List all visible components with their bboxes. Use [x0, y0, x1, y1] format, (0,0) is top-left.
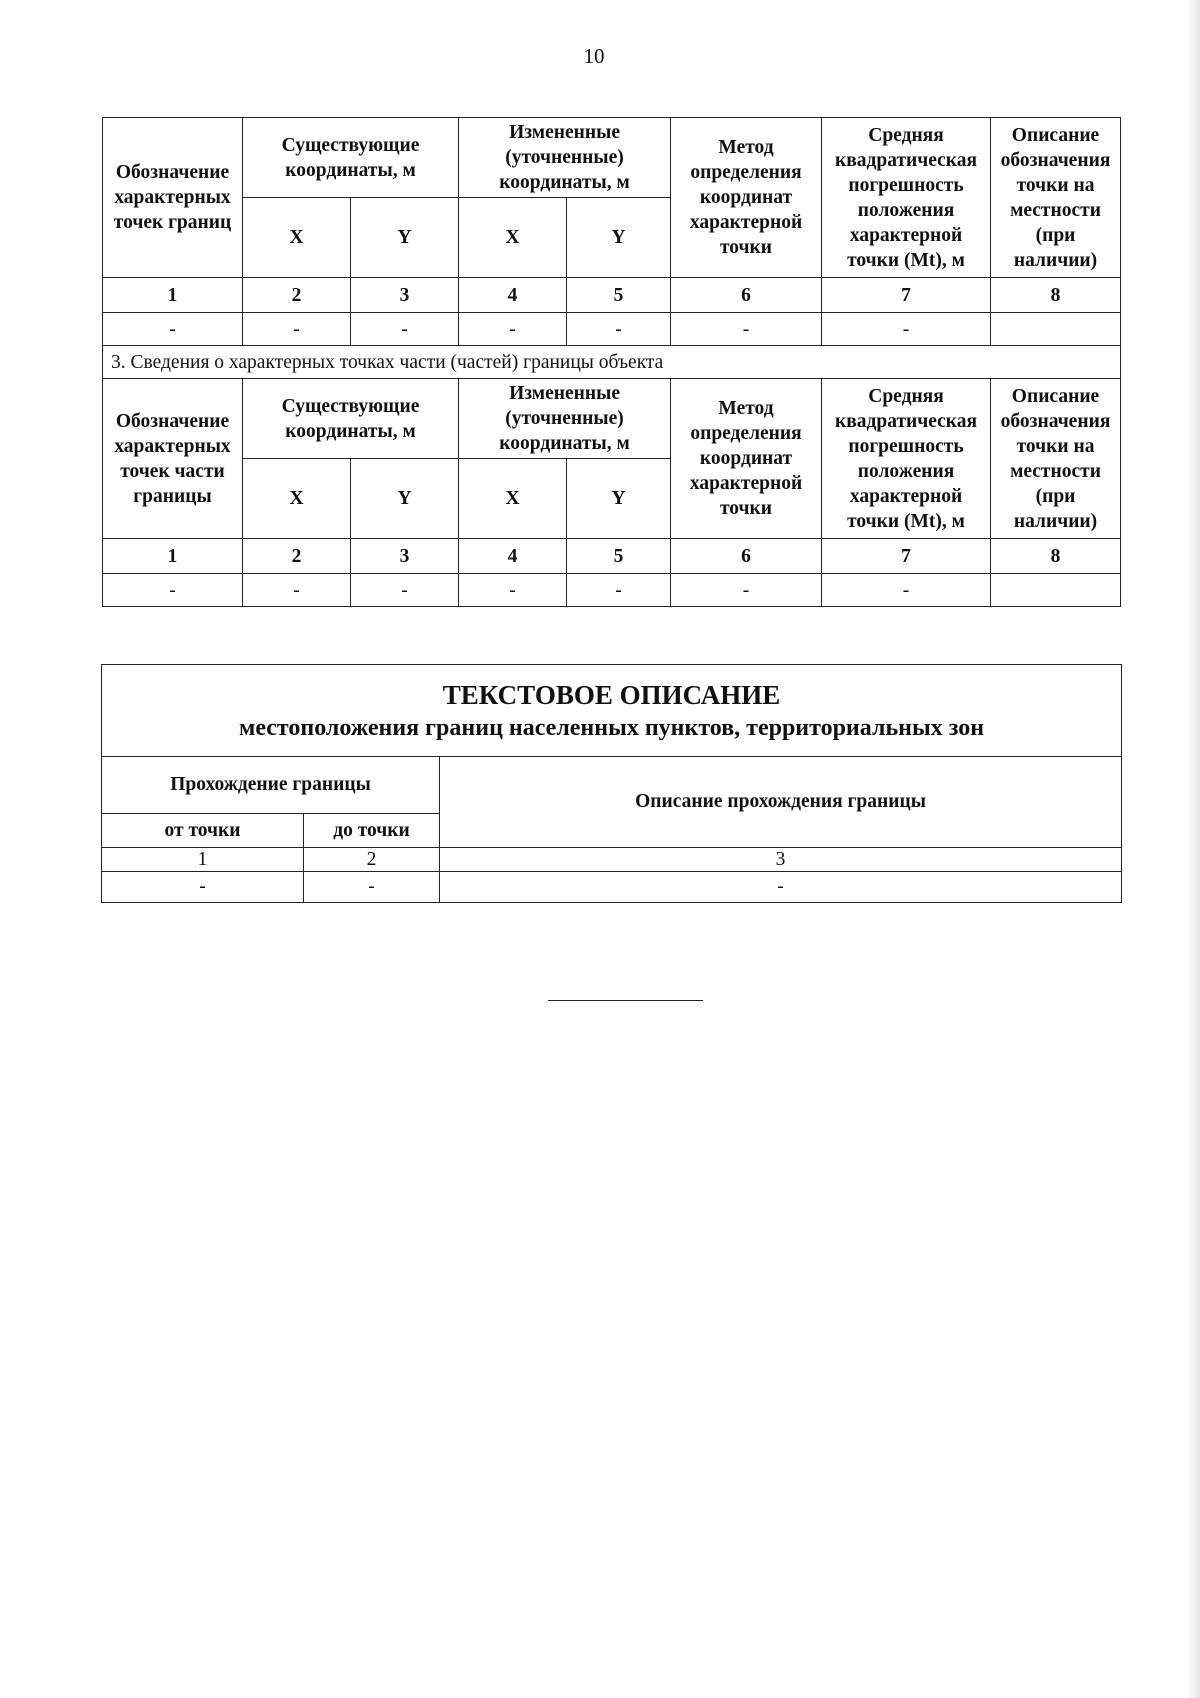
- column-numbers-row: [103, 278, 1121, 313]
- section-title: 3. Сведения о характерных точках части (частей) границы объекта: [103, 346, 1121, 379]
- table-cell: -: [822, 574, 991, 607]
- table-title: [102, 665, 1122, 757]
- header-x: X: [459, 198, 567, 278]
- column-number: 7: [822, 539, 991, 574]
- header-y: Y: [567, 459, 671, 539]
- header-y: Y: [351, 459, 459, 539]
- page-number: 10: [583, 44, 605, 68]
- header-existing-coordinates: Существующие координаты, м: [243, 118, 459, 198]
- column-number: 2: [243, 539, 351, 574]
- header-changed-coordinates: Измененные (уточненные) координаты, м: [459, 118, 671, 198]
- page-edge-shadow: [1186, 0, 1200, 1698]
- table-cell: -: [103, 574, 243, 607]
- table-cell: [991, 313, 1121, 346]
- column-number: 5: [567, 539, 671, 574]
- column-number: 3: [440, 848, 1122, 872]
- title-line-1: ТЕКСТОВОЕ ОПИСАНИЕ: [442, 680, 781, 710]
- header-point-description: Описание обозначения точки на местности (при наличии): [991, 118, 1121, 278]
- table-row: [102, 872, 1122, 903]
- header-passage-description: Описание прохождения границы: [440, 757, 1122, 848]
- section-title-row: [103, 346, 1121, 379]
- table-cell: -: [351, 313, 459, 346]
- table-cell: -: [822, 313, 991, 346]
- header-y: Y: [351, 198, 459, 278]
- header-x: X: [243, 198, 351, 278]
- column-number: 3: [351, 539, 459, 574]
- header-x: X: [459, 459, 567, 539]
- table-cell: -: [103, 313, 243, 346]
- header-designation: Обозначение характерных точек границ: [103, 118, 243, 278]
- closing-line: [548, 1000, 703, 1001]
- column-number: 7: [822, 278, 991, 313]
- column-number: 3: [351, 278, 459, 313]
- header-from-point: от точки: [102, 814, 304, 848]
- coordinates-table: [102, 117, 1121, 607]
- table-cell: -: [459, 313, 567, 346]
- table-cell: -: [459, 574, 567, 607]
- column-number: 6: [671, 278, 822, 313]
- header-point-description: Описание обозначения точки на местности (при наличии): [991, 379, 1121, 539]
- header-method: Метод определения координат характерной точки: [671, 118, 822, 278]
- column-number: 4: [459, 278, 567, 313]
- header-mean-error: Средняя квадратическая погрешность положения характерной точки (Mt), м: [822, 379, 991, 539]
- title-row: [102, 665, 1122, 757]
- table-cell: -: [567, 574, 671, 607]
- column-number: 4: [459, 539, 567, 574]
- table-cell: -: [671, 574, 822, 607]
- header-designation-part: Обозначение характерных точек части границы: [103, 379, 243, 539]
- column-number: 6: [671, 539, 822, 574]
- header-method: Метод определения координат характерной точки: [671, 379, 822, 539]
- header-row: [102, 757, 1122, 814]
- column-number: 8: [991, 278, 1121, 313]
- header-mean-error: Средняя квадратическая погрешность положения характерной точки (Mt), м: [822, 118, 991, 278]
- column-numbers-row: [102, 848, 1122, 872]
- table-cell: -: [304, 872, 440, 903]
- table-row: [103, 574, 1121, 607]
- table-cell: -: [671, 313, 822, 346]
- text-description-table: [101, 664, 1122, 903]
- table-cell: -: [243, 313, 351, 346]
- header-boundary-passage: Прохождение границы: [102, 757, 440, 814]
- column-number: 1: [103, 539, 243, 574]
- table1-header2-row: [103, 379, 1121, 459]
- column-number: 5: [567, 278, 671, 313]
- column-number: 1: [102, 848, 304, 872]
- column-number: 8: [991, 539, 1121, 574]
- table1-header-row: [103, 118, 1121, 198]
- table-cell: -: [567, 313, 671, 346]
- column-number: 1: [103, 278, 243, 313]
- table-cell: -: [440, 872, 1122, 903]
- title-line-2: местоположения границ населенных пунктов, территориальных зон: [238, 715, 985, 741]
- table-cell: -: [351, 574, 459, 607]
- table-row: [103, 313, 1121, 346]
- table-cell: [991, 574, 1121, 607]
- column-numbers-row: [103, 539, 1121, 574]
- column-number: 2: [243, 278, 351, 313]
- header-existing-coordinates: Существующие координаты, м: [243, 379, 459, 459]
- header-x: X: [243, 459, 351, 539]
- table-cell: -: [102, 872, 304, 903]
- header-to-point: до точки: [304, 814, 440, 848]
- header-y: Y: [567, 198, 671, 278]
- table-cell: -: [243, 574, 351, 607]
- header-changed-coordinates: Измененные (уточненные) координаты, м: [459, 379, 671, 459]
- column-number: 2: [304, 848, 440, 872]
